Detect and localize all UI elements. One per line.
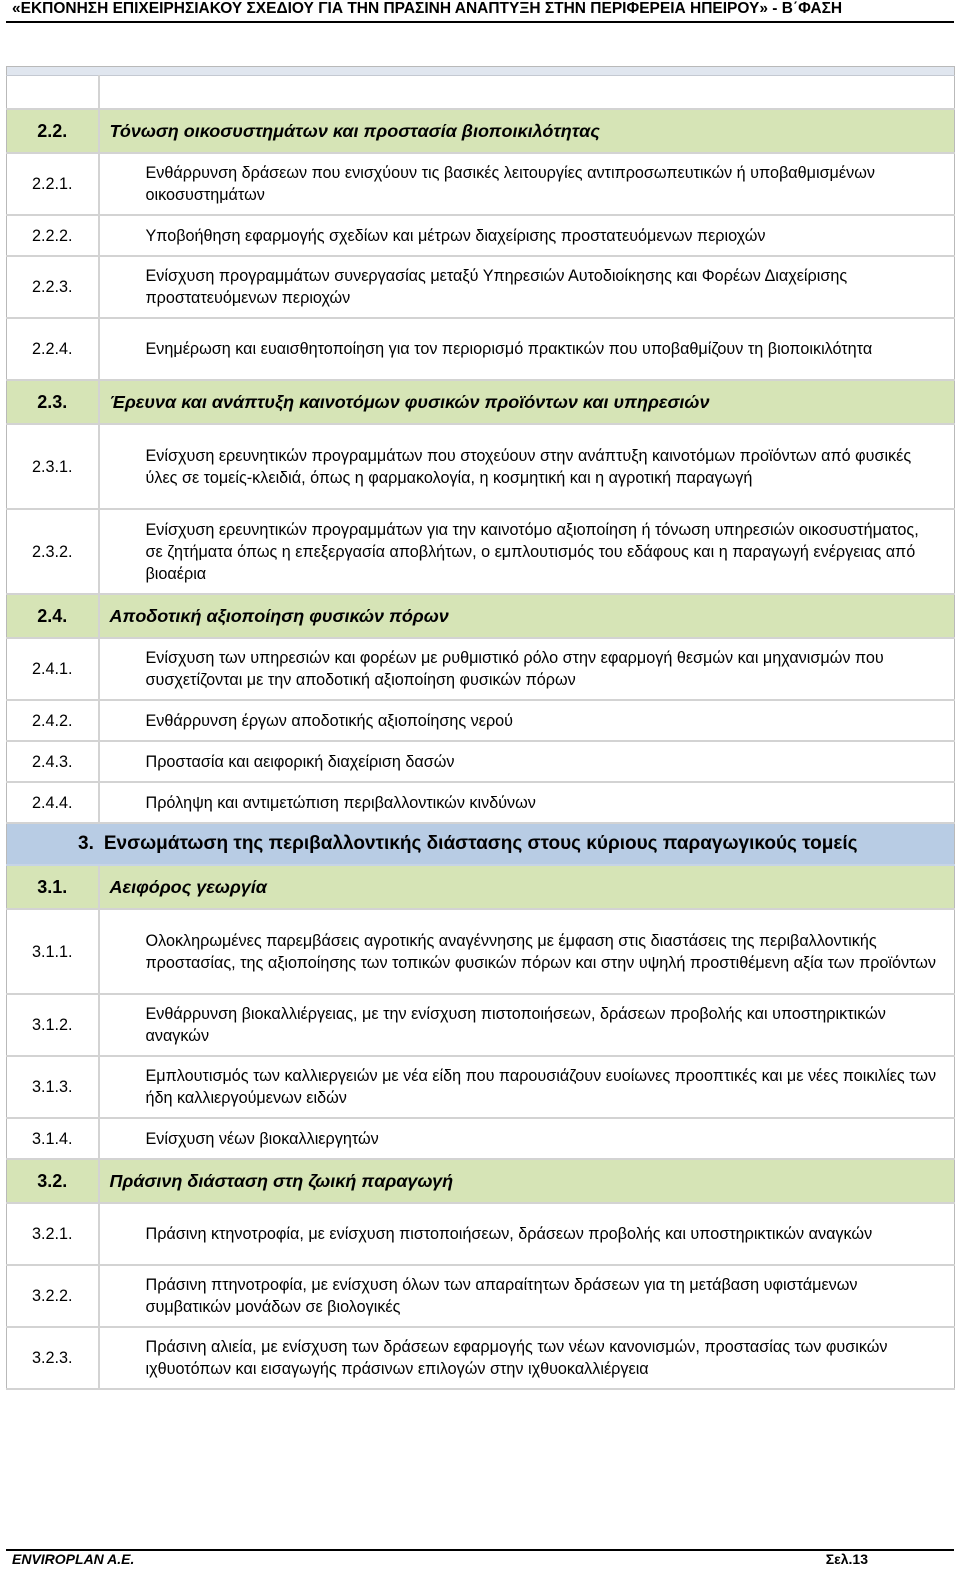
row-text: Ενίσχυση ερευνητικών προγραμμάτων που στοχεύουν στην ανάπτυξη καινοτόμων προϊόντων από φυσικές ύλες σε τομείς-κλειδιά, όπως η φαρμακολογία, η κοσμητική και η αγροτική παραγωγή — [99, 424, 955, 509]
table-row — [7, 318, 955, 380]
table-row — [7, 424, 955, 509]
subsection-row — [7, 594, 955, 638]
row-text: Ενημέρωση και ευαισθητοποίηση για τον περιορισμό πρακτικών που υποβαθμίζουν τη βιοποικιλότητα — [99, 318, 955, 380]
footer-company: ENVIROPLAN A.E. — [12, 1551, 135, 1567]
table-row — [7, 1056, 955, 1118]
main-section-number: 3. — [78, 833, 94, 854]
row-title: Αποδοτική αξιοποίηση φυσικών πόρων — [99, 594, 955, 638]
measures-table — [6, 66, 955, 1390]
row-text: Πράσινη πτηνοτροφία, με ενίσχυση όλων των απαραίτητων δράσεων για τη μετάβαση υφιστάμενων συμβατικών μονάδων σε βιολογικές — [99, 1265, 955, 1327]
table-row — [7, 1327, 955, 1389]
row-title: Τόνωση οικοσυστημάτων και προστασία βιοποικιλότητας — [99, 109, 955, 153]
row-number: 2.4.4. — [7, 782, 99, 823]
row-number: 3.1.1. — [7, 909, 99, 994]
header-rule — [6, 21, 954, 23]
row-number: 2.2.1. — [7, 153, 99, 215]
row-number: 2.4.2. — [7, 700, 99, 741]
main-section-title: Ενσωμάτωση της περιβαλλοντικής διάστασης στους κύριους παραγωγικούς τομείς — [103, 833, 858, 854]
row-number: 2.3.2. — [7, 509, 99, 594]
row-text: Εμπλουτισμός των καλλιεργειών με νέα είδη που παρουσιάζουν ευοίωνες προοπτικές και με νέες ποικιλίες των ήδη καλλιεργούμενων ειδών — [99, 1056, 955, 1118]
row-text: Ενίσχυση ερευνητικών προγραμμάτων για την καινοτόμο αξιοποίηση ή τόνωση υπηρεσιών οικοσυστήματος, σε ζητήματα όπως η επεξεργασία αποβλήτων, ο εμπλουτισμός του εδάφους και η παραγωγή ενέργειας από βιοαέρια — [99, 509, 955, 594]
row-number: 3.2.2. — [7, 1265, 99, 1327]
table-row — [7, 994, 955, 1056]
table-row — [7, 909, 955, 994]
row-number: 3.1.2. — [7, 994, 99, 1056]
row-number: 2.3. — [7, 380, 99, 424]
subsection-row — [7, 109, 955, 153]
table-top-bar — [7, 67, 955, 76]
table-row — [7, 153, 955, 215]
row-number: 2.4.1. — [7, 638, 99, 700]
subsection-row — [7, 380, 955, 424]
table-row — [7, 700, 955, 741]
row-number: 3.1.3. — [7, 1056, 99, 1118]
row-number: 2.4. — [7, 594, 99, 638]
row-number: 3.2.3. — [7, 1327, 99, 1389]
subsection-row — [7, 1159, 955, 1203]
row-number: 2.2.4. — [7, 318, 99, 380]
footer-rule — [6, 1549, 954, 1551]
main-section-row — [7, 823, 955, 865]
table-row — [7, 782, 955, 823]
row-number: 2.3.1. — [7, 424, 99, 509]
row-text: Ενθάρρυνση έργων αποδοτικής αξιοποίησης νερού — [99, 700, 955, 741]
table-row — [7, 1203, 955, 1265]
row-text: Πράσινη αλιεία, με ενίσχυση των δράσεων εφαρμογής των νέων κανονισμών, προστασίας των φυσικών ιχθυοτόπων και εισαγωγής πράσινων επιλογών στην ιχθυοκαλλιέργεια — [99, 1327, 955, 1389]
row-number: 3.1. — [7, 865, 99, 909]
table-row — [7, 256, 955, 318]
row-text: Ενίσχυση των υπηρεσιών και φορέων με ρυθμιστικό ρόλο στην εφαρμογή θεσμών και μηχανισμών που συσχετίζονται με την αποδοτική αξιοποίηση φυσικών πόρων — [99, 638, 955, 700]
table-row — [7, 1265, 955, 1327]
table-blank-row — [7, 76, 955, 110]
row-number: 2.2.3. — [7, 256, 99, 318]
row-text: Πράσινη κτηνοτροφία, με ενίσχυση πιστοποιήσεων, δράσεων προβολής και υποστηρικτικών αναγκών — [99, 1203, 955, 1265]
table-row — [7, 215, 955, 256]
table-row — [7, 1118, 955, 1159]
row-title: Αειφόρος γεωργία — [99, 865, 955, 909]
row-title: Πράσινη διάσταση στη ζωική παραγωγή — [99, 1159, 955, 1203]
row-text: Πρόληψη και αντιμετώπιση περιβαλλοντικών κινδύνων — [99, 782, 955, 823]
table-row — [7, 638, 955, 700]
row-number: 2.2.2. — [7, 215, 99, 256]
row-title: Έρευνα και ανάπτυξη καινοτόμων φυσικών προϊόντων και υπηρεσιών — [99, 380, 955, 424]
row-text: Ενθάρρυνση βιοκαλλιέργειας, με την ενίσχυση πιστοποιήσεων, δράσεων προβολής και υποστηρικτικών αναγκών — [99, 994, 955, 1056]
row-text: Ολοκληρωμένες παρεμβάσεις αγροτικής αναγέννησης με έμφαση στις διαστάσεις της περιβαλλοντικής προστασίας, της αξιοποίησης των τοπικών φυσικών πόρων και στην υψηλή προστιθέμενη αξία των προϊόντων — [99, 909, 955, 994]
row-number: 3.2.1. — [7, 1203, 99, 1265]
row-text: Ενίσχυση προγραμμάτων συνεργασίας μεταξύ Υπηρεσιών Αυτοδιοίκησης και Φορέων Διαχείρισης προστατευόμενων περιοχών — [99, 256, 955, 318]
row-number: 2.4.3. — [7, 741, 99, 782]
row-text: Ενθάρρυνση δράσεων που ενισχύουν τις βασικές λειτουργίες αντιπροσωπευτικών ή υποβαθμισμένων οικοσυστημάτων — [99, 153, 955, 215]
row-number: 3.1.4. — [7, 1118, 99, 1159]
subsection-row — [7, 865, 955, 909]
row-text: Προστασία και αειφορική διαχείριση δασών — [99, 741, 955, 782]
row-text: Ενίσχυση νέων βιοκαλλιεργητών — [99, 1118, 955, 1159]
table-row — [7, 509, 955, 594]
row-number: 3.2. — [7, 1159, 99, 1203]
row-text: Υποβοήθηση εφαρμογής σχεδίων και μέτρων διαχείρισης προστατευόμενων περιοχών — [99, 215, 955, 256]
page-header-title: «ΕΚΠΟΝΗΣΗ ΕΠΙΧΕΙΡΗΣΙΑΚΟΥ ΣΧΕΔΙΟΥ ΓΙΑ ΤΗΝ ΠΡΑΣΙΝΗ ΑΝΑΠΤΥΞΗ ΣΤΗΝ ΠΕΡΙΦΕΡΕΙΑ ΗΠΕΙΡΟΥ» - Β΄ΦΑΣΗ — [12, 0, 843, 17]
row-number: 2.2. — [7, 109, 99, 153]
footer-page-number: Σελ.13 — [825, 1551, 868, 1567]
table-row — [7, 741, 955, 782]
